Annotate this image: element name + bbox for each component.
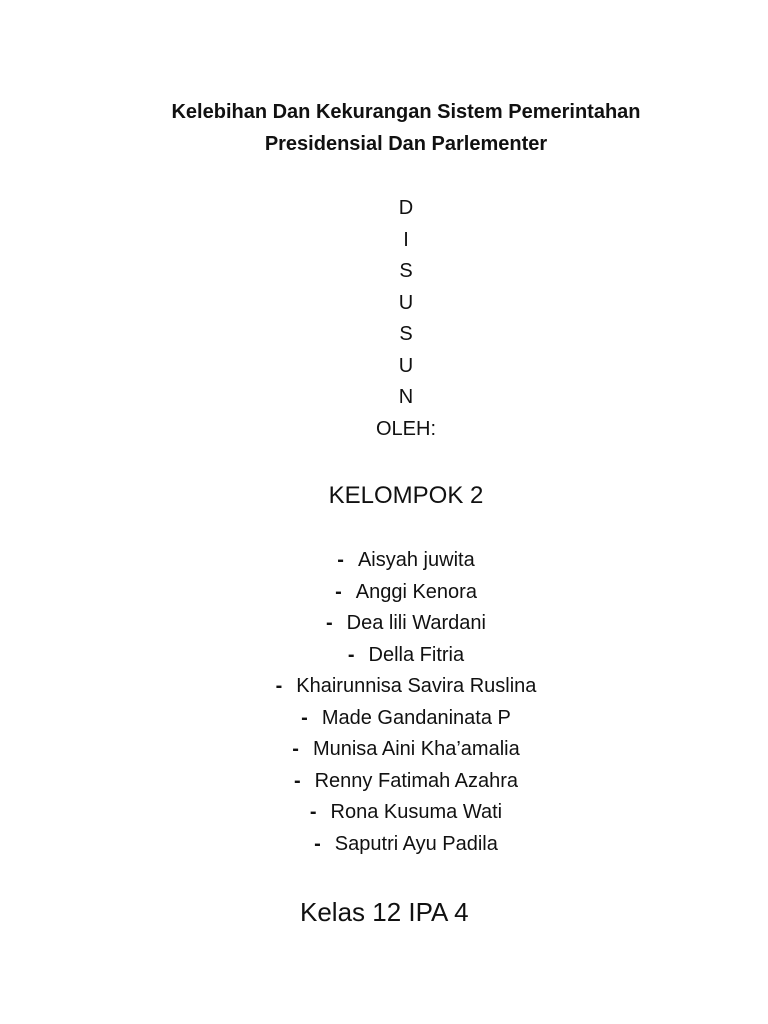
bullet-dash: - — [326, 612, 333, 634]
list-item — [0, 671, 768, 703]
bullet-dash: - — [301, 706, 308, 729]
disusun-letter: S — [399, 323, 413, 345]
title-line-2: Presidensial Dan Parlementer — [264, 133, 548, 155]
bullet-dash: - — [309, 801, 317, 823]
list-item — [0, 608, 768, 640]
member-name: Aisyah juwita — [357, 549, 475, 571]
title-line-1: Kelebihan Dan Kekurangan Sistem Pemerintahan — [171, 101, 641, 123]
bullet-dash: - — [337, 549, 344, 571]
oleh-label: OLEH: — [375, 417, 437, 440]
member-name: Rona Kusuma Wati — [330, 801, 503, 823]
list-item — [0, 577, 768, 609]
document-title — [0, 96, 768, 160]
class-label: Kelas 12 IPA 4 — [300, 897, 469, 927]
bullet-dash: - — [293, 769, 301, 792]
disusun-letter: U — [398, 291, 414, 314]
group-name: KELOMPOK 2 — [328, 482, 484, 509]
list-item — [0, 766, 768, 798]
bullet-dash: - — [275, 675, 283, 697]
member-name: Della Fitria — [368, 643, 465, 666]
disusun-letter: S — [399, 260, 413, 282]
member-name: Anggi Kenora — [355, 580, 477, 603]
member-name: Munisa Aini Kha’amalia — [312, 738, 520, 760]
member-name: Khairunnisa Savira Ruslina — [296, 675, 537, 697]
member-list — [0, 545, 768, 860]
bullet-dash: - — [335, 580, 342, 603]
member-name: Saputri Ayu Padila — [334, 832, 498, 855]
bullet-dash: - — [314, 832, 321, 855]
disusun-block — [0, 193, 768, 445]
list-item — [0, 703, 768, 735]
list-item — [0, 640, 768, 672]
disusun-letter: I — [403, 228, 409, 251]
list-item — [0, 734, 768, 766]
member-name: Dea lili Wardani — [346, 612, 486, 634]
member-name: Made Gandaninata P — [321, 706, 511, 729]
bullet-dash: - — [292, 738, 299, 760]
bullet-dash: - — [347, 643, 355, 666]
disusun-letter: D — [398, 197, 414, 219]
list-item — [0, 545, 768, 577]
disusun-letter: U — [398, 354, 414, 377]
list-item — [0, 797, 768, 829]
disusun-letter: N — [398, 386, 414, 408]
member-name: Renny Fatimah Azahra — [314, 769, 519, 792]
list-item — [0, 829, 768, 861]
